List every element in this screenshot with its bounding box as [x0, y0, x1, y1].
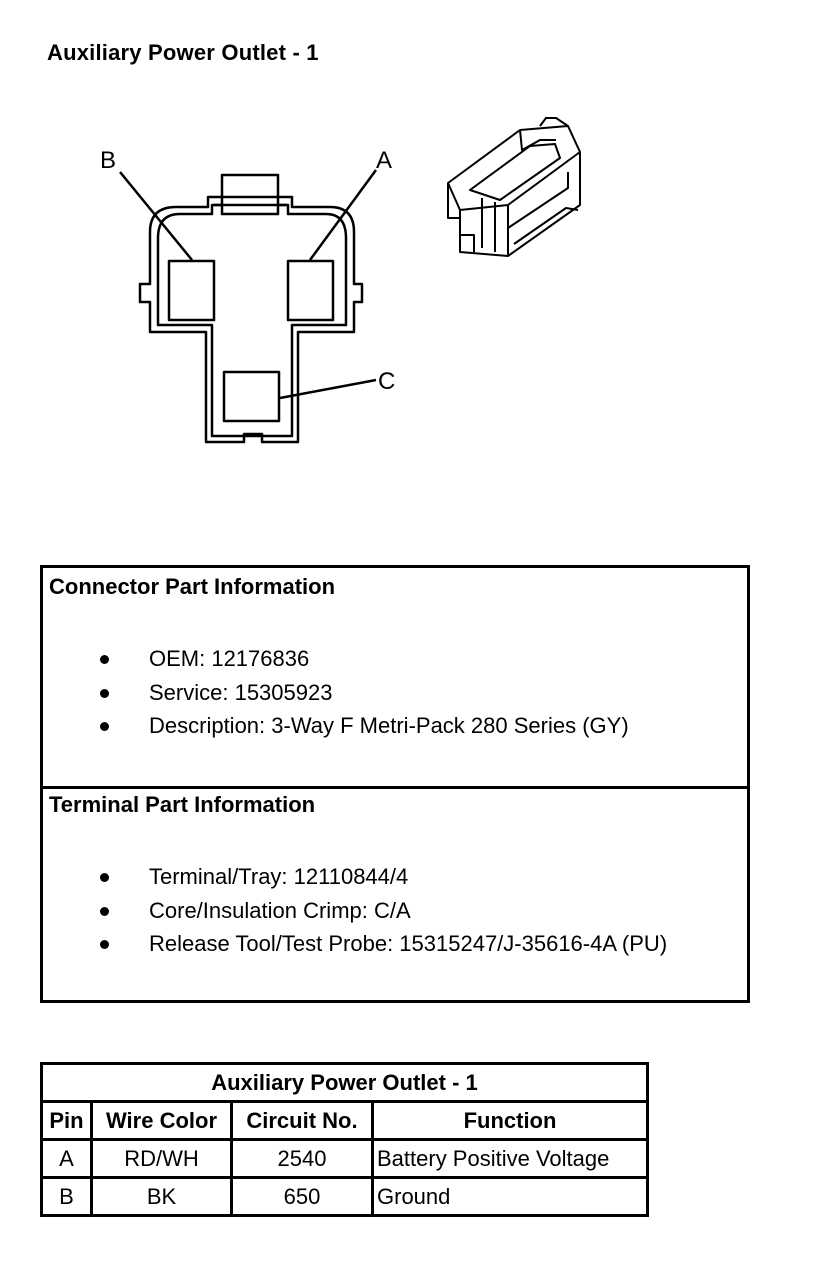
bullet-icon [100, 940, 109, 949]
table-row [42, 1178, 648, 1216]
list-item [43, 680, 629, 714]
column-header-pin: Pin [42, 1102, 92, 1140]
column-header-circuit-no: Circuit No. [232, 1102, 373, 1140]
connector-housing-image [448, 118, 580, 256]
pin-label-a: A [376, 147, 393, 174]
terminal-info-list [43, 864, 667, 965]
terminal-part-info [43, 786, 747, 1000]
cell-pin: B [42, 1178, 92, 1216]
table-header-row [42, 1102, 648, 1140]
list-item-text: Release Tool/Test Probe: 15315247/J-35616-4A (PU) [149, 931, 668, 956]
list-item [43, 898, 667, 932]
list-item-text: Service: 15305923 [149, 679, 333, 705]
cell-function: Ground [373, 1178, 648, 1216]
pin-label-b: B [100, 147, 117, 174]
connector-info-title: Connector Part Information [49, 574, 336, 599]
list-item-text: Core/Insulation Crimp: C/A [149, 897, 411, 923]
list-item [43, 646, 629, 680]
table-title-row [42, 1064, 648, 1102]
bullet-icon [100, 655, 109, 664]
list-item [43, 931, 667, 965]
list-item [43, 713, 629, 747]
column-header-wire-color: Wire Color [92, 1102, 232, 1140]
bullet-icon [100, 873, 109, 882]
list-item-text: Terminal/Tray: 12110844/4 [149, 864, 409, 889]
cell-circuit-no: 650 [232, 1178, 373, 1216]
cell-circuit-no: 2540 [232, 1140, 373, 1178]
pin-label-c: C [378, 368, 396, 395]
table-row [42, 1140, 648, 1178]
bullet-icon [100, 722, 109, 731]
list-item-text: Description: 3-Way F Metri-Pack 280 Series (GY) [149, 713, 629, 738]
cell-function: Battery Positive Voltage [373, 1140, 648, 1178]
cell-pin: A [42, 1140, 92, 1178]
bullet-icon [100, 907, 109, 916]
pin-table [40, 1062, 649, 1217]
connector-info-list [43, 646, 629, 747]
bullet-icon [100, 689, 109, 698]
list-item-text: OEM: 12176836 [149, 646, 310, 671]
list-item [43, 864, 667, 898]
connector-part-info [43, 568, 747, 789]
table-title: Auxiliary Power Outlet - 1 [42, 1064, 648, 1102]
page-title: Auxiliary Power Outlet - 1 [47, 40, 319, 65]
cell-wire-color: RD/WH [92, 1140, 232, 1178]
terminal-info-title: Terminal Part Information [49, 792, 316, 817]
part-info-box [40, 565, 750, 1003]
cell-wire-color: BK [92, 1178, 232, 1216]
column-header-function: Function [373, 1102, 648, 1140]
connector-diagram [0, 0, 816, 520]
